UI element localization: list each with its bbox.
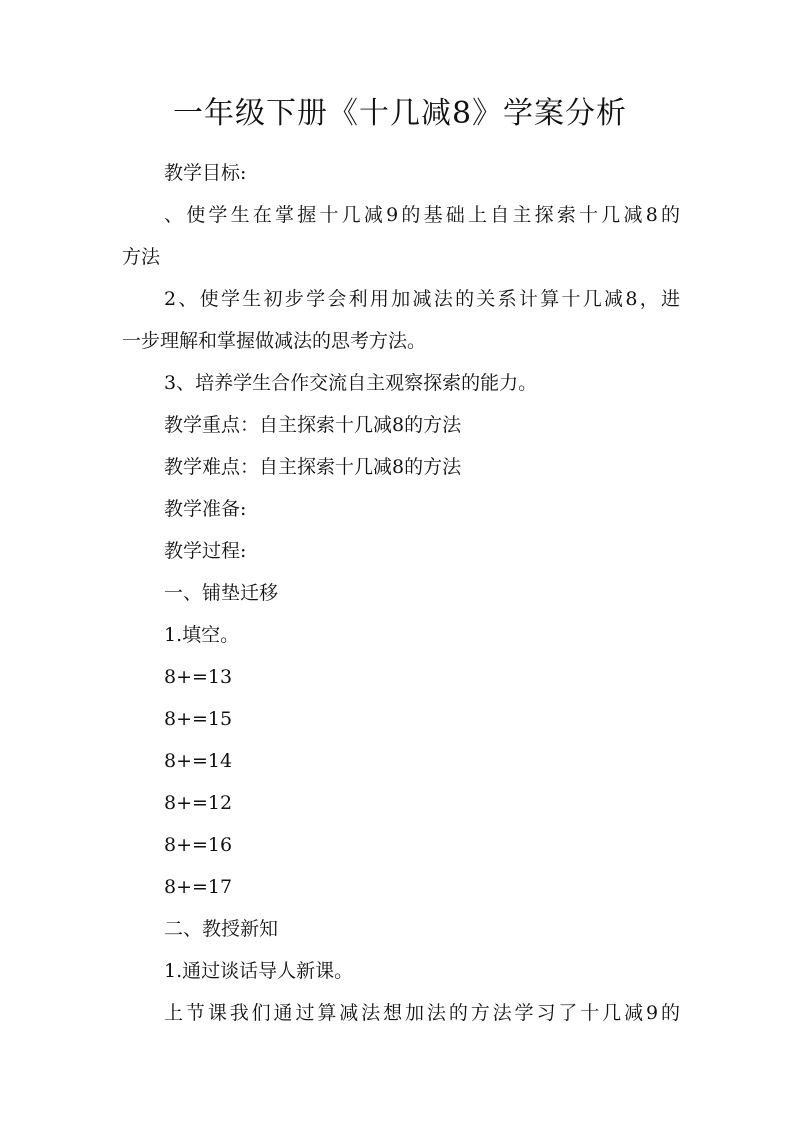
document-title: 一年级下册《十几减8》学案分析 — [172, 96, 628, 131]
body-line: 教学重点：自主探索十几减8的方法 — [164, 414, 462, 436]
body-line: 教学难点：自主探索十几减8的方法 — [164, 456, 462, 478]
body-line: 、使学生在掌握十几减9的基础上自主探索十几减8的 — [164, 204, 680, 226]
body-line: 8+=17 — [164, 876, 233, 898]
body-line: 8+=14 — [164, 750, 233, 772]
body-line: 上节课我们通过算减法想加法的方法学习了十几减9的 — [164, 1002, 680, 1024]
body-line: 二、教授新知 — [164, 918, 279, 940]
body-line: 8+=13 — [164, 666, 233, 688]
body-line: 教学目标: — [164, 162, 247, 184]
body-line: 1.填空。 — [164, 624, 240, 646]
body-line: 一步理解和掌握做减法的思考方法。 — [122, 330, 427, 352]
body-line: 8+=15 — [164, 708, 233, 730]
body-line: 8+=12 — [164, 792, 233, 814]
body-line: 方法 — [122, 246, 161, 268]
body-line: 教学过程: — [164, 540, 247, 562]
body-line: 一、铺垫迁移 — [164, 582, 279, 604]
body-line: 3、培养学生合作交流自主观察探索的能力。 — [164, 372, 538, 394]
body-line: 8+=16 — [164, 834, 233, 856]
body-line: 1.通过谈话导人新课。 — [164, 960, 354, 982]
body-line: 2、使学生初步学会利用加减法的关系计算十几减8，进 — [164, 288, 680, 310]
document-body — [122, 152, 680, 1034]
body-line: 教学准备: — [164, 498, 247, 520]
